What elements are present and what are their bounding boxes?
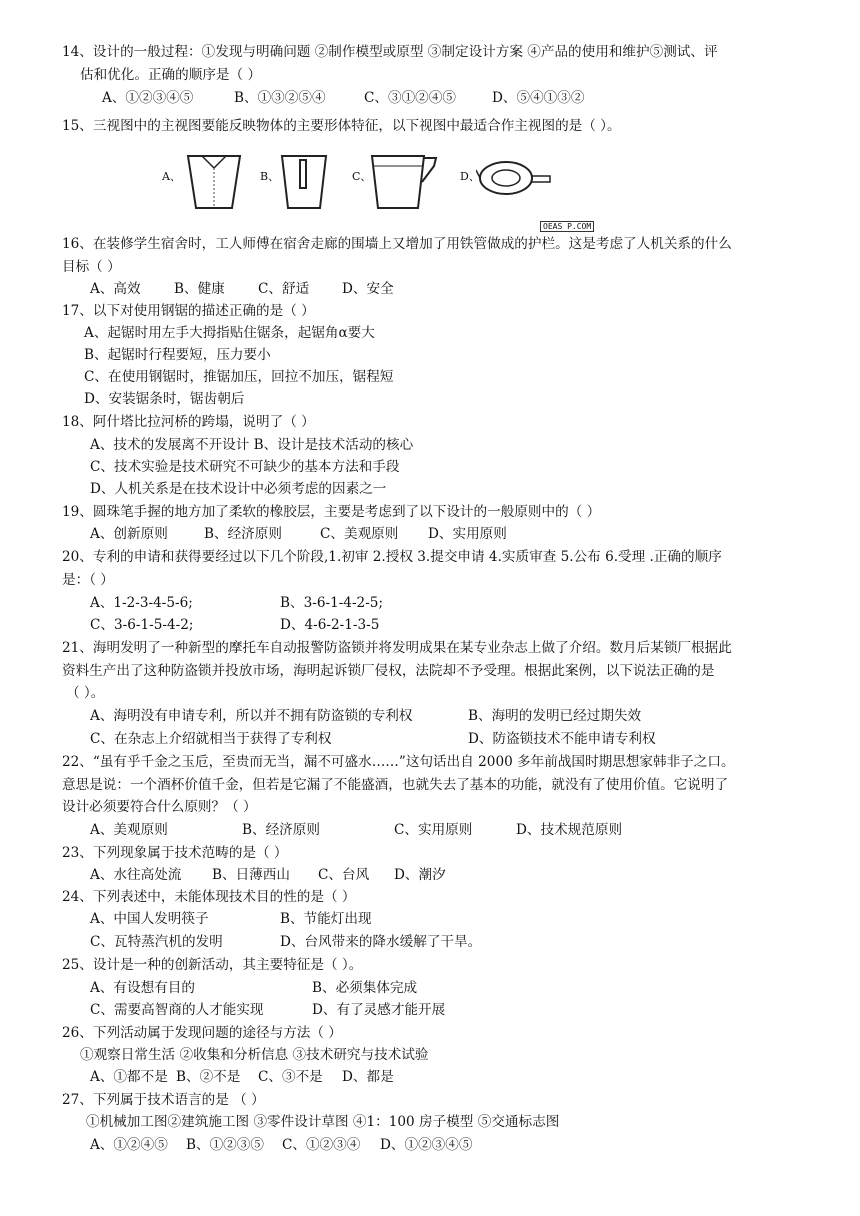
option-b: B、经济原则 bbox=[204, 526, 282, 542]
option-b: B、3-6-1-4-2-5; bbox=[280, 595, 384, 611]
question-20-options-ab bbox=[90, 592, 383, 614]
figure-b-view bbox=[278, 152, 330, 210]
option-d: D、防盗锁技术不能申请专利权 bbox=[468, 731, 656, 747]
question-14-stem-cont: 估和优化。正确的顺序是（ ） bbox=[80, 67, 262, 83]
option-a: A、海明没有申请专利，所以并不拥有防盗锁的专利权 bbox=[90, 708, 413, 724]
option-d: D、技术规范原则 bbox=[516, 822, 623, 838]
question-27-stem: 27、下列属于技术语言的是 （ ） bbox=[62, 1092, 265, 1108]
option-a: A、1-2-3-4-5-6; bbox=[90, 595, 193, 611]
question-21-options-cd bbox=[90, 728, 656, 750]
option-c: C、3-6-1-5-4-2; bbox=[90, 617, 194, 633]
question-18-option-c: C、技术实验是技术研究不可缺少的基本方法和手段 bbox=[90, 459, 400, 475]
option-b: B、健康 bbox=[174, 281, 225, 297]
watermark: OEAS P.COM bbox=[540, 221, 594, 232]
question-21-stem-cont: 资料生产出了这种防盗锁并投放市场，海明起诉锁厂侵权，法院却不予受理。根据此案例，以下说法正确的是 bbox=[62, 663, 715, 679]
question-24-stem: 24、下列表述中，未能体现技术目的性的是（ ） bbox=[62, 889, 356, 905]
option-c: C、台风 bbox=[318, 867, 370, 883]
figure-c-view bbox=[368, 152, 440, 210]
question-21-stem-end: （ ）。 bbox=[66, 685, 105, 701]
figure-d-label: D、 bbox=[460, 170, 480, 183]
question-17-option-b: B、起锯时行程要短，压力要小 bbox=[84, 347, 271, 363]
question-20-stem-cont: 是：（ ） bbox=[62, 572, 114, 588]
option-c: C、在杂志上介绍就相当于获得了专利权 bbox=[90, 731, 332, 747]
question-16-stem-cont: 目标（ ） bbox=[62, 259, 121, 275]
option-b: B、日薄西山 bbox=[212, 867, 290, 883]
view-figures bbox=[150, 150, 590, 230]
option-d: D、⑤④①③② bbox=[492, 90, 585, 106]
figure-a-view bbox=[186, 152, 242, 210]
option-b: B、节能灯出现 bbox=[280, 911, 372, 927]
question-26-options bbox=[90, 1066, 394, 1088]
question-16-stem: 16、在装修学生宿舍时，工人师傅在宿舍走廊的围墙上又增加了用铁管做成的护栏。这是考虑了人机关系的什么 bbox=[62, 236, 732, 252]
option-c: C、美观原则 bbox=[320, 526, 399, 542]
question-14-stem: 14、设计的一般过程：①发现与明确问题 ②制作模型或原型 ③制定设计方案 ④产品的使用和维护⑤测试、评 bbox=[62, 44, 718, 60]
question-17-option-a: A、起锯时用左手大拇指贴住锯条，起锯角α要大 bbox=[84, 325, 375, 341]
question-17-stem: 17、以下对使用钢锯的描述正确的是（ ） bbox=[62, 303, 315, 319]
option-c: C、③不是 bbox=[258, 1069, 323, 1085]
option-b: B、必须集体完成 bbox=[312, 980, 418, 996]
option-a: A、高效 bbox=[90, 281, 141, 297]
option-a: A、美观原则 bbox=[90, 822, 168, 838]
figure-b-label: B、 bbox=[260, 170, 280, 183]
question-19-stem: 19、圆珠笔手握的地方加了柔软的橡胶层，主要是考虑到了以下设计的一般原则中的（ ） bbox=[62, 504, 601, 520]
figure-a-label: A、 bbox=[162, 170, 181, 183]
question-14-options bbox=[102, 87, 584, 109]
option-c: C、需要高智商的人才能实现 bbox=[90, 1002, 264, 1018]
option-b: B、①②③⑤ bbox=[186, 1137, 264, 1153]
option-a: A、水往高处流 bbox=[90, 867, 182, 883]
question-22-options bbox=[90, 819, 622, 841]
question-18-option-ab: A、技术的发展离不开设计 B、设计是技术活动的核心 bbox=[90, 437, 414, 453]
question-23-options bbox=[90, 864, 446, 886]
question-19-options bbox=[90, 523, 507, 545]
question-20-options-cd bbox=[90, 614, 379, 636]
option-d: D、①②③④⑤ bbox=[380, 1137, 473, 1153]
question-25-options-ab bbox=[90, 977, 417, 999]
question-26-stem: 26、下列活动属于发现问题的途径与方法（ ） bbox=[62, 1025, 342, 1041]
question-18-stem: 18、阿什塔比拉河桥的跨塌，说明了（ ） bbox=[62, 414, 315, 430]
option-a: A、创新原则 bbox=[90, 526, 168, 542]
question-23-stem: 23、下列现象属于技术范畴的是（ ） bbox=[62, 845, 288, 861]
question-17-option-d: D、安装锯条时，锯齿朝后 bbox=[84, 391, 245, 407]
option-c: C、③①②④⑤ bbox=[364, 90, 456, 106]
option-a: A、有设想有目的 bbox=[90, 980, 195, 996]
question-22-stem: 22、“虽有乎千金之玉卮，至贵而无当，漏不可盛水……”这句话出自 2000 多年前战国时期思想家韩非子之口。 bbox=[62, 754, 735, 770]
question-26-items: ①观察日常生活 ②收集和分析信息 ③技术研究与技术试验 bbox=[80, 1047, 429, 1063]
option-d: D、台风带来的降水缓解了干旱。 bbox=[280, 934, 482, 950]
option-c: C、舒适 bbox=[258, 281, 310, 297]
question-15-stem: 15、三视图中的主视图要能反映物体的主要形体特征，以下视图中最适合作主视图的是（ ）。 bbox=[62, 118, 621, 134]
option-d: D、安全 bbox=[342, 281, 394, 297]
question-22-stem-cont: 意思是说：一个酒杯价值千金，但若是它漏了不能盛酒，也就失去了基本的功能，就没有了使用价值。它说明了 bbox=[62, 777, 729, 793]
option-d: D、有了灵感才能开展 bbox=[312, 1002, 446, 1018]
question-25-options-cd bbox=[90, 999, 445, 1021]
question-17-option-c: C、在使用钢锯时，推锯加压，回拉不加压，锯程短 bbox=[84, 369, 394, 385]
option-d: D、都是 bbox=[342, 1069, 394, 1085]
option-b: B、②不是 bbox=[176, 1069, 241, 1085]
option-a: A、①都不是 bbox=[90, 1069, 168, 1085]
option-c: C、①②③④ bbox=[282, 1137, 361, 1153]
option-b: B、海明的发明已经过期失效 bbox=[468, 708, 642, 724]
option-d: D、潮汐 bbox=[394, 867, 446, 883]
question-27-items: ①机械加工图②建筑施工图 ③零件设计草图 ④1：100 房子模型 ⑤交通标志图 bbox=[86, 1114, 560, 1130]
option-c: C、实用原则 bbox=[394, 822, 473, 838]
question-25-stem: 25、设计是一种的创新活动，其主要特征是（ ）。 bbox=[62, 957, 363, 973]
question-20-stem: 20、专利的申请和获得要经过以下几个阶段,1.初审 2.授权 3.提交申请 4.实质审查 5.公布 6.受理 .正确的顺序 bbox=[62, 549, 722, 565]
question-27-options bbox=[90, 1134, 472, 1156]
figure-c-label: C、 bbox=[352, 170, 372, 183]
question-18-option-d: D、人机关系是在技术设计中必须考虑的因素之一 bbox=[90, 481, 387, 497]
option-a: A、①②④⑤ bbox=[90, 1137, 168, 1153]
option-a: A、①②③④⑤ bbox=[102, 90, 194, 106]
option-d: D、实用原则 bbox=[428, 526, 507, 542]
question-21-options-ab bbox=[90, 705, 641, 727]
question-24-options-cd bbox=[90, 931, 481, 953]
option-a: A、中国人发明筷子 bbox=[90, 911, 209, 927]
question-21-stem: 21、海明发明了一种新型的摩托车自动报警防盗锁并将发明成果在某专业杂志上做了介绍。数月后某锁厂根据此 bbox=[62, 640, 732, 656]
figure-d-view bbox=[476, 154, 556, 204]
option-b: B、①③②⑤④ bbox=[234, 90, 326, 106]
question-16-options bbox=[90, 278, 394, 300]
option-d: D、4-6-2-1-3-5 bbox=[280, 617, 380, 633]
option-c: C、瓦特蒸汽机的发明 bbox=[90, 934, 223, 950]
question-24-options-ab bbox=[90, 908, 372, 930]
question-22-stem-end: 设计必须要符合什么原则？（ ） bbox=[62, 799, 257, 815]
option-b: B、经济原则 bbox=[242, 822, 320, 838]
